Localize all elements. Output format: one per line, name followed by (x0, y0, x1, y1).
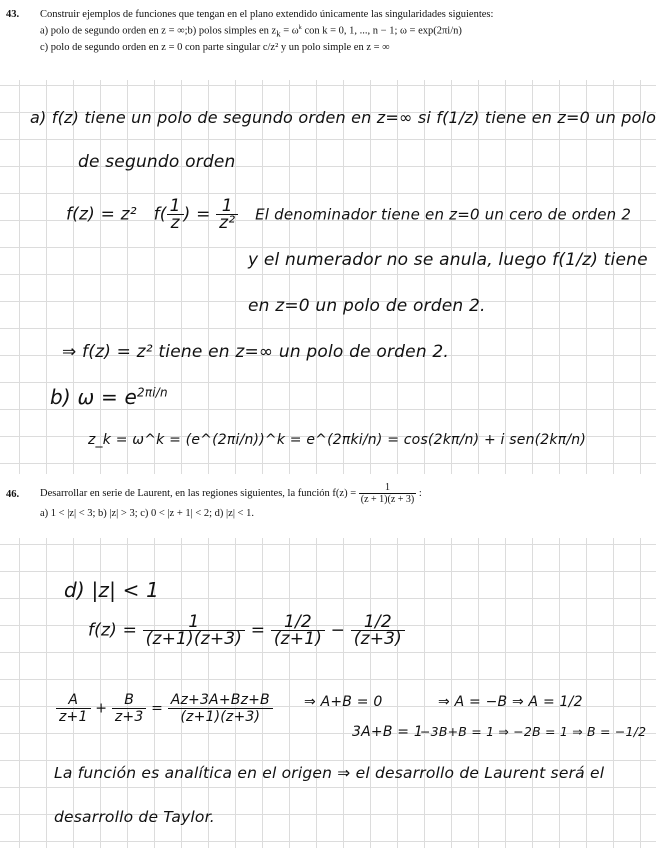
item-a-subscript: k (276, 28, 281, 39)
f-of-inverse-rhs: ) = (183, 204, 211, 225)
sol46-f-decomposition (88, 614, 405, 647)
pf-a-fraction (56, 692, 91, 725)
pf-b-fraction (112, 692, 147, 725)
sol46-d-label: d) |z| < 1 (64, 578, 160, 602)
sol43-a-line1: a) f(z) tiene un polo de segundo orden en z=∞ si f(1/z) tiene en z=0 un polo (30, 108, 656, 127)
one-over-z2-den: z² (219, 213, 236, 233)
f-eq: = (250, 620, 266, 641)
item-a-tail: con k = 0, 1, ..., n − 1; ω = exp(2πi/n) (301, 25, 462, 37)
plus-sign: + (95, 700, 108, 717)
partial1-num: 1/2 (271, 614, 325, 631)
item-a-text: a) polo de segundo orden en z = ∞;b) polos simples en z (40, 25, 277, 37)
item-a-eq: = ω (280, 25, 299, 37)
inverse-z-num: 1 (167, 198, 184, 215)
problem-46-frac-den: (z + 1)(z + 3) (360, 494, 415, 505)
f-equals-z2: f(z) = z² (66, 204, 137, 225)
problem-46-statement (40, 482, 642, 505)
sol43-a-line5: en z=0 un polo de orden 2. (248, 296, 486, 316)
problem-46-block (0, 474, 656, 538)
problem-43-number: 43. (6, 9, 20, 20)
problem-43-item-c: c) polo de segundo orden en z = 0 con parte singular c/z² y un polo simple en z = ∞ (40, 41, 390, 53)
pf-b-num: B (112, 692, 147, 709)
sol43-b-line2: z_k = ω^k = (e^(2πi/n))^k = e^(2πki/n) = cos(2kπ/n) + i sen(2kπ/n) (88, 432, 586, 448)
pf-b-den: z+3 (114, 709, 144, 725)
sol43-a-line2: de segundo orden (78, 152, 236, 172)
pf-rhs-num: Az+3A+Bz+B (168, 692, 273, 709)
f-of-inverse-lhs: f( (153, 204, 167, 225)
sol43-a-line6: ⇒ f(z) = z² tiene en z=∞ un polo de orden 2. (62, 342, 450, 362)
problem-46-regions: a) 1 < |z| < 3; b) |z| > 3; c) 0 < |z + 1| < 2; d) |z| < 1. (40, 508, 254, 519)
problem-43-statement: Construir ejemplos de funciones que tengan en el plano extendido únicamente las singularidades siguientes: (40, 9, 494, 20)
sol46-conclusion-line2: desarrollo de Taylor. (54, 808, 215, 826)
f-lhs: f(z) = (88, 620, 138, 641)
sol46-system-line2: 3A+B = 1 (352, 724, 423, 740)
problem-46-text (40, 482, 642, 520)
pf-eq: = (151, 700, 164, 717)
problem-46-number: 46. (6, 489, 20, 500)
f-fraction (143, 614, 246, 647)
sol43-a-line3 (66, 198, 631, 231)
problem-46-statement-pre: Desarrollar en serie de Laurent, en las regiones siguientes, la función f(z) = (40, 487, 357, 499)
sol46-partial-fractions (56, 692, 273, 725)
one-over-z2-num: 1 (216, 198, 238, 215)
item-a-superscript: k (298, 24, 302, 31)
problem-46-frac-num: 1 (359, 482, 416, 494)
problem-43-text (40, 8, 642, 54)
partial1-den: (z+1) (273, 629, 323, 649)
problem-46-statement-post: : (418, 487, 422, 499)
pf-a-den: z+1 (59, 709, 88, 725)
problem-43-block (0, 0, 656, 80)
problem-46-fraction (359, 482, 416, 505)
partial1-fraction (271, 614, 325, 647)
sol43-b-label (50, 385, 168, 409)
partial2-fraction (351, 614, 405, 647)
sol46-solution-line1: ⇒ A = −B ⇒ A = 1/2 (438, 694, 583, 710)
sol46-system-line1: ⇒ A+B = 0 (304, 694, 383, 710)
sol43-a-line4: y el numerador no se anula, luego f(1/z) tiene (248, 250, 648, 270)
pf-rhs-den: (z+1)(z+3) (180, 709, 261, 725)
inverse-z-den: z (170, 213, 180, 233)
omega-def: b) ω = e (50, 385, 137, 409)
partial2-num: 1/2 (351, 614, 405, 631)
f-frac-num: 1 (143, 614, 246, 631)
pf-a-num: A (56, 692, 91, 709)
omega-exponent: 2πi/n (136, 385, 168, 400)
pf-rhs-fraction (168, 692, 273, 725)
inverse-z-frac (167, 198, 184, 231)
sol46-solution-line2: −3B+B = 1 ⇒ −2B = 1 ⇒ B = −1/2 (420, 724, 647, 739)
denominator-text: El denominador tiene en z=0 un cero de orden 2 (255, 205, 632, 224)
problem-43-item-a-b (40, 21, 642, 41)
minus-sign: − (330, 620, 346, 641)
sol46-conclusion-line1: La función es analítica en el origen ⇒ el desarrollo de Laurent será el (54, 764, 605, 782)
f-frac-den: (z+1)(z+3) (145, 629, 243, 649)
partial2-den: (z+3) (353, 629, 402, 649)
one-over-z2-frac (216, 198, 238, 231)
